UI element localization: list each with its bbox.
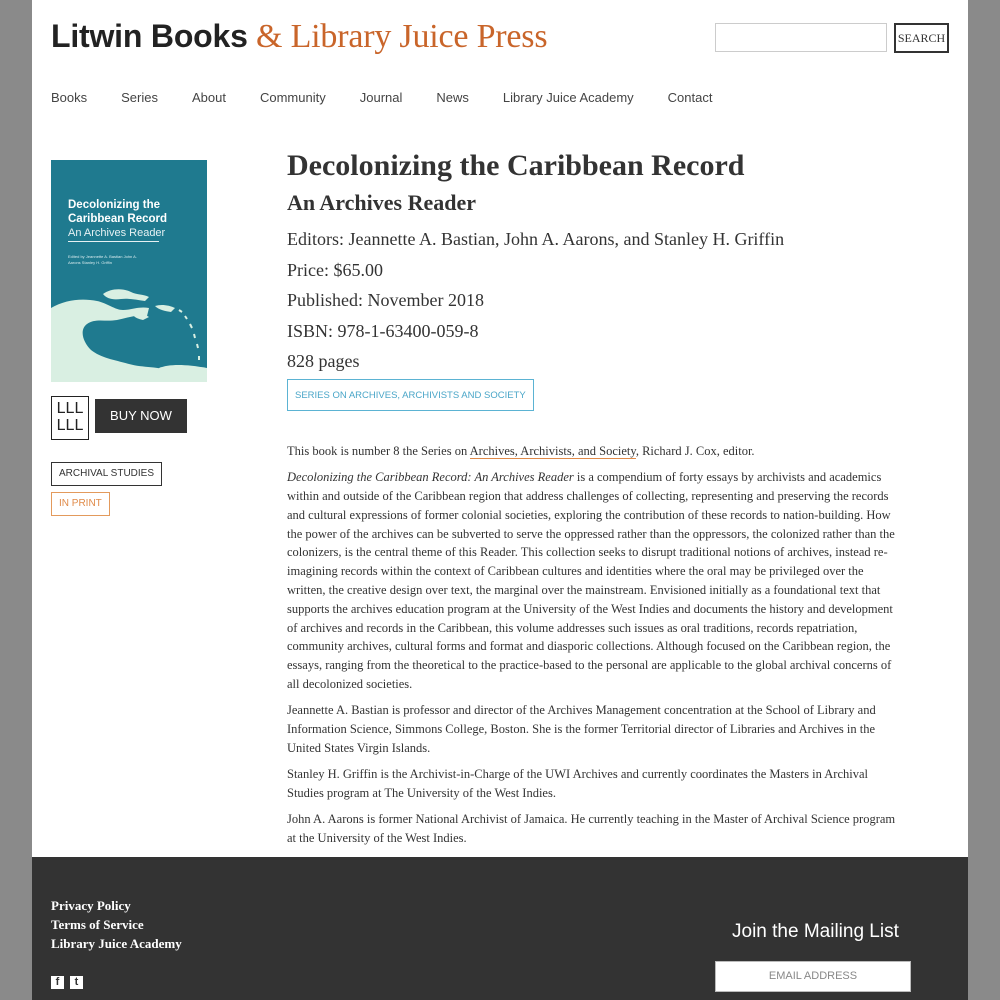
- site-footer: [32, 857, 968, 1000]
- facebook-icon[interactable]: f: [51, 976, 64, 989]
- social-links: [51, 976, 83, 989]
- nav-item-community[interactable]: Community: [259, 90, 326, 105]
- nav-item-library-juice-academy[interactable]: Library Juice Academy: [502, 90, 634, 105]
- footer-link-privacy[interactable]: Privacy Policy: [51, 898, 131, 913]
- book-pages: 828 pages: [287, 351, 360, 371]
- book-published: Published: November 2018: [287, 290, 484, 310]
- footer-link-academy[interactable]: Library Juice Academy: [51, 936, 182, 951]
- cover-divider: [68, 241, 159, 242]
- brand-name-secondary: & Library Juice Press: [256, 18, 548, 55]
- search-button[interactable]: SEARCH: [894, 23, 949, 53]
- book-description: [287, 442, 899, 855]
- email-field[interactable]: EMAIL ADDRESS: [715, 961, 911, 992]
- brand-name-primary: Litwin Books: [51, 18, 248, 54]
- nav-item-journal[interactable]: Journal: [359, 90, 403, 105]
- buy-now-button[interactable]: BUY NOW: [95, 399, 187, 433]
- cover-title: Decolonizing the Caribbean Record: [68, 199, 168, 225]
- site-logo[interactable]: [51, 18, 547, 56]
- book-price: Price: $65.00: [287, 259, 383, 280]
- nav-item-books[interactable]: Books: [51, 90, 88, 105]
- bio-aarons: John A. Aarons is former National Archivist of Jamaica. He currently teaching in the Master of Archival Science program at the University of the West Indies.: [287, 812, 896, 846]
- footer-link-terms[interactable]: Terms of Service: [51, 917, 144, 932]
- logo-line-2: LLL: [56, 417, 84, 434]
- series-note: [287, 442, 899, 461]
- nav-item-about[interactable]: About: [192, 90, 226, 105]
- bio-griffin: Stanley H. Griffin is the Archivist-in-Charge of the UWI Archives and currently coordinates the Masters in Archival Studies program at The University of the West Indies.: [287, 767, 868, 801]
- nav-item-news[interactable]: News: [436, 90, 469, 105]
- description-book-title: Decolonizing the Caribbean Record: An Archives Reader: [287, 470, 574, 485]
- twitter-icon[interactable]: t: [70, 976, 83, 989]
- series-link[interactable]: Archives, Archivists, and Society: [469, 444, 636, 458]
- tag-archival-studies[interactable]: ARCHIVAL STUDIES: [51, 462, 162, 486]
- search-input[interactable]: [715, 23, 887, 52]
- book-subtitle: An Archives Reader: [287, 190, 477, 215]
- book-isbn: ISBN: 978-1-63400-059-8: [287, 320, 479, 341]
- book-details: [287, 148, 899, 411]
- tag-in-print[interactable]: IN PRINT: [51, 492, 110, 516]
- series-note-editor: , Richard J. Cox, editor.: [635, 444, 755, 458]
- caribbean-map-illustration: [51, 160, 207, 382]
- publisher-logo-icon[interactable]: [51, 396, 89, 440]
- series-note-text: This book is number 8 the Series on: [287, 444, 470, 458]
- main-nav: [51, 90, 746, 105]
- book-editors: Editors: Jeannette A. Bastian, John A. Aarons, and Stanley H. Griffin: [287, 229, 785, 249]
- page: [32, 0, 968, 1000]
- cover-editors: Edited by Jeannette A. Bastian John A. Aarons Stanley H. Griffin: [68, 254, 137, 265]
- book-title: Decolonizing the Caribbean Record: [287, 149, 745, 182]
- description-text: is a compendium of forty essays by archivists and academics within and outside of the Caribbean region that address challenges of collecting, representing and preserving the records and cultural expressions of former colonial societies, exploring the contribution of these records to nation-building. How the power of the archives can be subverted to serve the oppressed rather than the oppressors, the colonized rather than the colonizers, is the central theme of this Reader. This collection seeks to disrupt traditional notions of archives, instead re-imagining records within the context of Caribbean cultures and identities where the oral may be privileged over the written, the creative design over text, the marginal over the mainstream. Envisioned initially as a foundational text that supports the archives education program at the University of the West Indies and documents the history and development of archives and records in the Caribbean, this volume addresses such issues as oral traditions, records repatriation, community archives, cultural forms and format and diasporic collections. Although focused on the Caribbean region, the essays, ranging from the theoretical to the practice-based to the personal are applicable to the global archival concerns of all decolonized societies.: [287, 470, 895, 692]
- footer-links: [51, 896, 182, 953]
- series-link-button[interactable]: SERIES ON ARCHIVES, ARCHIVISTS AND SOCIETY: [287, 379, 534, 411]
- book-meta: [287, 224, 899, 377]
- bio-bastian: Jeannette A. Bastian is professor and director of the Archives Management concentration at the School of Library and Information Science, Simmons College, Boston. She is the former Territorial director of Libraries and Archives in the United States Virgin Islands.: [287, 703, 876, 755]
- book-cover-image: [51, 160, 207, 382]
- cover-subtitle: An Archives Reader: [68, 227, 166, 239]
- mailing-list-title: Join the Mailing List: [732, 921, 899, 942]
- description-paragraph: [287, 468, 899, 694]
- logo-line-1: LLL: [56, 400, 84, 417]
- nav-item-contact[interactable]: Contact: [667, 90, 713, 105]
- nav-item-series[interactable]: Series: [121, 90, 158, 105]
